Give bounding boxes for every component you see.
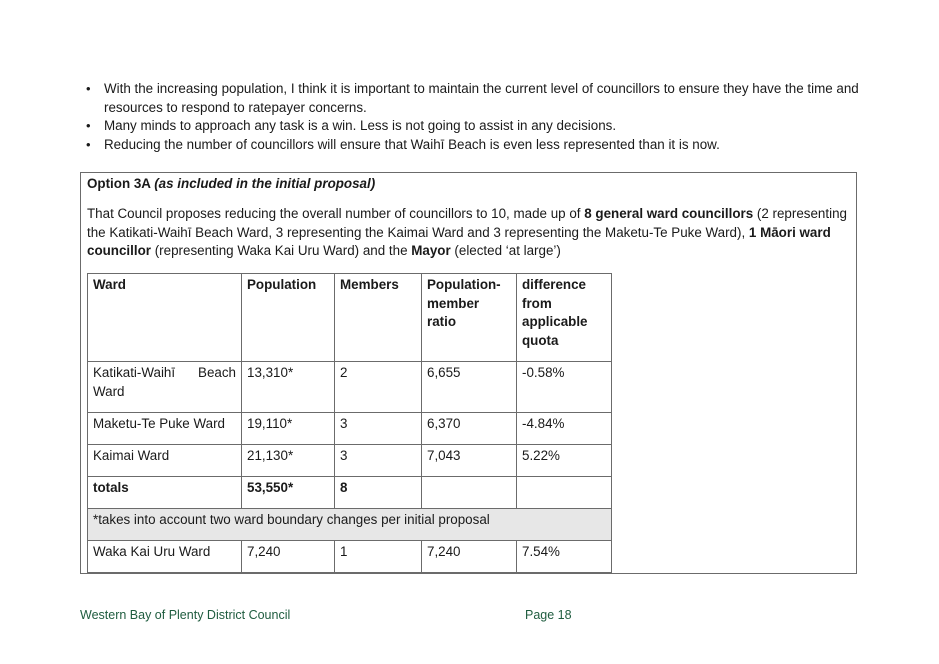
header-population: Population bbox=[242, 274, 335, 362]
table-header-row bbox=[88, 274, 612, 362]
table-row: Kaimai Ward 21,130* 3 7,043 5.22% bbox=[88, 445, 612, 477]
header-members: Members bbox=[335, 274, 422, 362]
table-row: Maketu-Te Puke Ward 19,110* 3 6,370 -4.84% bbox=[88, 413, 612, 445]
bullet-item: • Reducing the number of councillors will ensure that Waihī Beach is even less represented than it is now. bbox=[84, 136, 874, 155]
header-ward: Ward bbox=[88, 274, 242, 362]
option-title: Option 3A (as included in the initial proposal) bbox=[87, 176, 376, 191]
bullet-item: • With the increasing population, I think it is important to maintain the current level of councillors to ensure they have the time and resources to respond to ratepayer concerns. bbox=[84, 80, 874, 117]
footer-page-number: Page 18 bbox=[525, 608, 572, 622]
option-description: That Council proposes reducing the overall number of councillors to 10, made up of 8 general ward councillors (2 representing the Katikati-Waihī Beach Ward, 3 representing the Kaimai Ward and 3 representing the Maketu-Te Puke Ward), 1 Māori ward councillor (representing Waka Kai Uru Ward) and the Mayor (elected ‘at large’) bbox=[87, 206, 847, 258]
option-3a-box bbox=[80, 172, 857, 574]
ward-table bbox=[87, 273, 612, 573]
footnote-text: *takes into account two ward boundary changes per initial proposal bbox=[88, 509, 612, 541]
footer-organisation: Western Bay of Plenty District Council bbox=[80, 608, 291, 622]
header-difference: difference from applicable quota bbox=[517, 274, 612, 362]
maori-ward-row: Waka Kai Uru Ward 7,240 1 7,240 7.54% bbox=[88, 541, 612, 573]
footnote-row bbox=[88, 509, 612, 541]
feedback-bullet-list bbox=[84, 80, 874, 154]
table-row: Katikati-Waihī Beach Ward 13,310* 2 6,655 -0.58% bbox=[88, 362, 612, 413]
totals-row: totals 53,550* 8 bbox=[88, 477, 612, 509]
header-ratio: Population-member ratio bbox=[422, 274, 517, 362]
bullet-item: • Many minds to approach any task is a win. Less is not going to assist in any decisions. bbox=[84, 117, 874, 136]
option-title-note: (as included in the initial proposal) bbox=[154, 176, 376, 191]
